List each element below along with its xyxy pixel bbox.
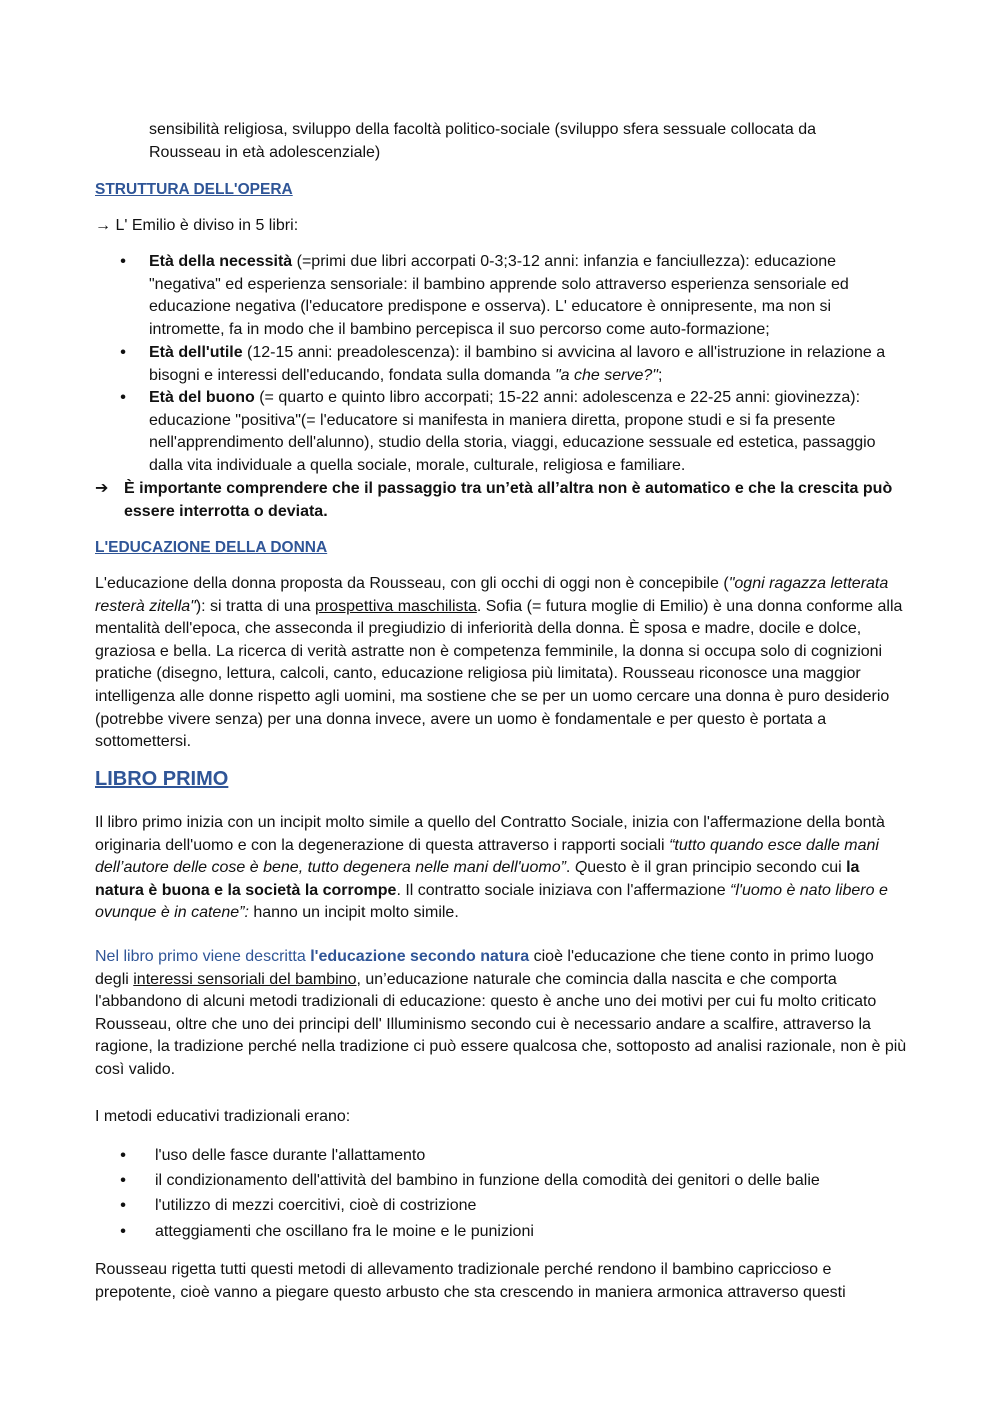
quote-zitella: "ogni ragazza letterata resterà zitella" — [95, 575, 889, 615]
underlined-phrase: interessi sensoriali del bambino — [133, 970, 357, 988]
paragraph-libro-1: Il libro primo inizia con un incipit molto simile a quello del Contratto Sociale, inizia con l'affermazione della bontà originaria dell'uomo e con la degenerazione di questa attraverso i rapporti sociali “tutto quando esce dalle mani dell’autore delle cose è bene, tutto degenera nelle mani dell'uomo”. Questo è il gran principio secondo cui la natura è buona e la società la corrompe. Il contratto sociale iniziava con l'affermazione “l'uomo è nato libero e ovunque è in catene”: hanno un incipit molto simile. — [95, 814, 888, 922]
libro-text: (= quarto e quinto libro accorpati; 15-22 anni: adolescenza e 22-25 anni: giovinezza): educazione "positiva"(= l'educatore si manifesta in maniera diretta, propone studi e si fa presente nell'apprendimento dell'alunno), studio della storia, viaggi, educazione sessuale ed estetica, passaggio dalla vita individuale a quella sociale, morale, culturale, religiosa e familiare. — [149, 389, 876, 474]
bullet-icon: • — [120, 1197, 126, 1214]
continuation-line-1: sensibilità religiosa, sviluppo della facoltà politico-sociale (sviluppo sfera sessuale collocata da — [149, 121, 817, 138]
bullet-icon: • — [120, 253, 126, 270]
heading-struttura: STRUTTURA DELL'OPERA — [95, 181, 293, 198]
libro-text: (12-15 anni: preadolescenza): il bambino si avvicina al lavoro e all'istruzione in relazione a bisogni e interessi dell'educando, fondata sulla domanda — [149, 344, 886, 384]
quote-rousseau-2: “l'uomo è nato libero e ovunque è in catene”: — [95, 881, 888, 922]
intro-text: L' Emilio è diviso in 5 libri: — [115, 217, 299, 234]
underlined-phrase: prospettiva maschilista — [315, 597, 477, 615]
libro-title: Età della necessità — [149, 253, 293, 270]
metodi-intro: I metodi educativi tradizionali erano: — [95, 1108, 351, 1125]
libro-quote: "a che serve?" — [555, 366, 658, 384]
bullet-icon: • — [120, 1223, 126, 1240]
bullet-icon: • — [120, 344, 126, 361]
bold-phrase: la natura è buona e la società la corrompe — [95, 859, 860, 899]
paragraph-donna: L'educazione della donna proposta da Rousseau, con gli occhi di oggi non è concepibile ("ogni ragazza letterata resterà zitella"): si tratta di una prospettiva maschilista. Sofia (= futura moglie di Emilio) è una donna conforme alla mentalità dell'epoca, che asseconda il pregiudizio di inferiorità della donna. È sposa e madre, docile e dolce, graziosa e bella. La ricerca di verità astratte non è competenza femminile, la donna si occupa solo di cognizioni pratiche (disegno, lettura, calcoli, canto, educazione religiosa più limitata). Rousseau riconosce una maggior intelligenza alle donne rispetto agli uomini, ma sostiene che se per un uomo cercare una donna è puro desiderio (potrebbe vivere senza) per una donna invece, avere un uomo è fondamentale e per questo è portata a sottomettersi. — [95, 575, 903, 751]
important-text: È importante comprendere che il passaggio tra un’età all’altra non è automatico e che la crescita può essere interrotta o deviata. — [124, 480, 893, 520]
libro-title: Età dell'utile — [149, 344, 243, 361]
paragraph-final: Rousseau rigetta tutti questi metodi di allevamento tradizionale perché rendono il bambino capriccioso e prepotente, cioè vanno a piegare questo arbusto che sta crescendo in maniera armonica attraverso questi — [95, 1261, 846, 1301]
bullet-icon: • — [120, 1147, 126, 1164]
paragraph-libro-2: Nel libro primo viene descritta l'educazione secondo natura cioè l'educazione che tiene conto in primo luogo degli interessi sensoriali del bambino, un’educazione naturale che comincia dalla nascita e che comporta l'abbandono di alcuni metodi tradizionali di educazione: questo è anche uno dei motivi per cui fu molto criticato Rousseau, oltre che uno dei principi dell' Illuminismo secondo cui è necessario andare a scalfire, attraverso la ragione, la tradizione perché nella tradizione ci può essere qualcosa che, sottoposto ad analisi razionale, non è più così valido. — [95, 948, 907, 1078]
bold-phrase: l'educazione secondo natura — [310, 948, 530, 965]
arrow-icon: → — [95, 217, 111, 234]
arrow-bold-icon: ➔ — [95, 480, 109, 497]
document-page: sensibilità religiosa, sviluppo della facoltà politico-sociale (sviluppo sfera sessuale collocata da Rousseau in età adolescenziale) STRUTTURA DELL'OPERA → L' Emilio è diviso in 5 libri: • Età della necessità (=primi due libri accorpati 0-3;3-12 anni: infanzia e fanciullezza): educazione "negativa" ed esperienza sensoriale: il bambino apprende solo attraverso esperienza sensoriale ed educazione negativa (l'educatore predispone e osserva). L' educatore è onnipresente, ma non si intromette, fa in modo che il bambino percepisca il suo percorso come auto-formazione; • Età dell'utile (12-15 anni: preadolescenza): il bambino si avvicina al lavoro e all'istruzione in relazione a bisogni e interessi dell'educando, fondata sulla domanda "a che serve?"; • Età del buono (= quarto e quinto libro accorpati; 15-22 anni: adolescenza e 22-25 anni: giovinezza): educazione "positiva"(= l'educatore si manifesta in maniera diretta, propone studi e si fa presente nell'apprendimento dell'alunno), studio della storia, viaggi, educazione sessuale ed estetica, passaggio dalla vita individuale a quella sociale, morale, culturale, religiosa e familiare. ➔ È importante comprendere che il passaggio tra un’età all’altra non è automatico e che la crescita può essere interrotta o deviata. L'EDUCAZIONE DELLA DONNA L'educazione della donna proposta da Rousseau, con gli occhi di oggi non è concepibile ("ogni ragazza letterata resterà zitella"): si tratta di una prospettiva maschilista. Sofia (= futura moglie di Emilio) è una donna conforme alla mentalità dell'epoca, che asseconda il pregiudizio di inferiorità della donna. È sposa e madre, docile e dolce, graziosa e bella. La ricerca di verità astratte non è competenza femminile, la donna si occupa solo di cognizioni pratiche (disegno, lettura, calcoli, canto, educazione religiosa più limitata). Rousseau riconosce una maggior intelligenza alle donne rispetto agli uomini, ma sostiene che se per un uomo cercare una donna è puro desiderio (potrebbe vivere senza) per una donna invece, avere un uomo è fondamentale e per questo è portata a sottomettersi. LIBRO PRIMO Il libro primo inizia con un incipit molto simile a quello del Contratto Sociale, inizia con l'affermazione della bontà originaria dell'uomo e con la degenerazione di questa attraverso i rapporti sociali “tutto quando esce dalle mani dell’autore delle cose è bene, tutto degenera nelle mani dell'uomo”. Questo è il gran principio secondo cui la natura è buona e la società la corrompe. Il contratto sociale iniziava con l'affermazione “l'uomo è nato libero e ovunque è in catene”: hanno un incipit molto simile. Nel libro primo viene descritta l'educazione secondo natura cioè l'educazione che tiene conto in primo luogo degli interessi sensoriali del bambino, un’educazione naturale che comincia dalla nascita e che comporta l'abbandono di alcuni metodi tradizionali di educazione: questo è anche uno dei motivi per cui fu molto criticato Rousseau, oltre che uno dei principi dell' Illuminismo secondo cui è necessario andare a scalfire, attraverso la ragione, la tradizione perché nella tradizione ci può essere qualcosa che, sottoposto ad analisi razionale, non è più così valido. I metodi educativi tradizionali erano: • l'uso delle fasce durante l'allattamento • il condizionamento dell'attività del bambino in funzione della comodità dei genitori o delle balie • l'utilizzo di mezzi coercitivi, cioè di costrizione • atteggiamenti che oscillano fra le moine e le punizioni Rousseau rigetta tutti questi metodi di allevamento tradizionale perché rendono il bambino capriccioso e prepotente, cioè vanno a piegare questo arbusto che sta crescendo in maniera armonica attraverso questi — [0, 0, 1000, 1414]
continuation-text — [149, 119, 889, 164]
quote-rousseau-1: “tutto quando esce dalle mani dell’autore delle cose è bene, tutto degenera nelle mani dell'uomo” — [95, 836, 879, 877]
intro-line — [95, 215, 907, 238]
continuation-line-2: Rousseau in età adolescenziale) — [149, 143, 381, 161]
libro-text: (=primi due libri accorpati 0-3;3-12 anni: infanzia e fanciullezza): educazione "negativa" ed esperienza sensoriale: il bambino apprende solo attraverso esperienza sensoriale ed educazione negativa (l'educatore predispone e osserva). L' educatore è onnipresente, ma non si intromette, fa in modo che il bambino percepisca il suo percorso come auto-formazione; — [149, 253, 849, 338]
bullet-icon: • — [120, 389, 126, 406]
heading-libro-primo: LIBRO PRIMO — [95, 768, 229, 790]
heading-donna: L'EDUCAZIONE DELLA DONNA — [95, 539, 328, 556]
libro-title: Età del buono — [149, 389, 255, 406]
bullet-icon: • — [120, 1172, 126, 1189]
